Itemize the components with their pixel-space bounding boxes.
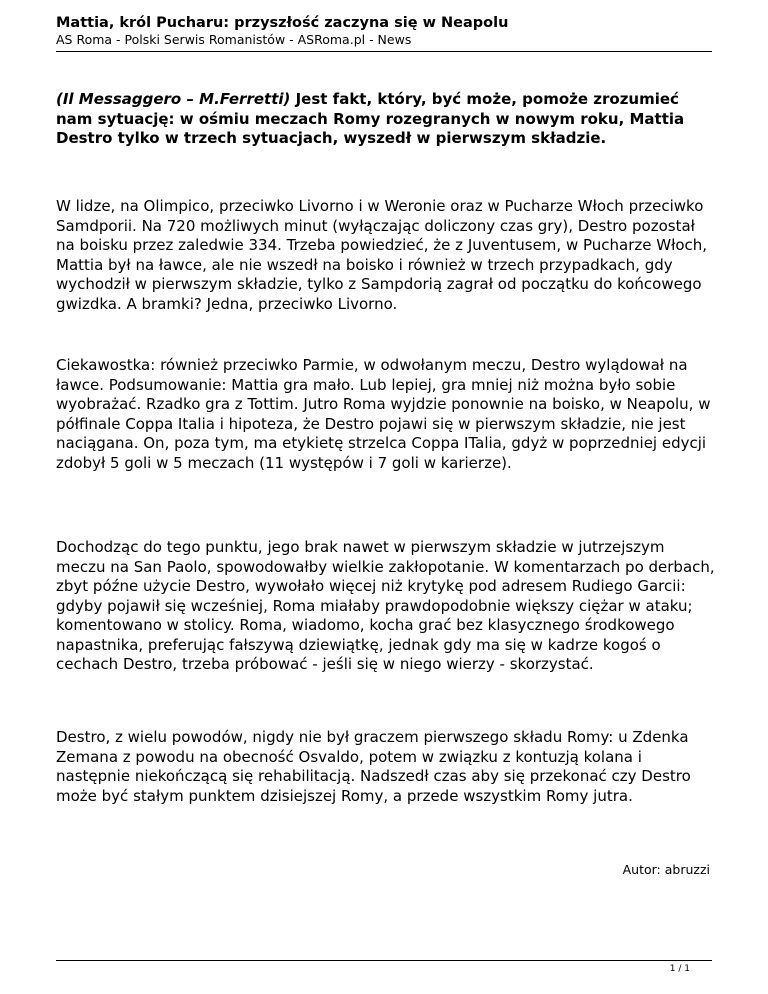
article-author: Autor: abruzzi <box>622 862 710 877</box>
header-divider <box>56 51 712 52</box>
page-header <box>56 14 712 48</box>
article-paragraph-4: Destro, z wielu powodów, nigdy nie był graczem pierwszego składu Romy: u Zdenka Zemana z powodu na obecność Osvaldo, potem w związku z kontuzją kolana i następnie niekończącą się rehabilitacją. Nadszedł czas aby się przekonać czy Destro może być stałym punktem dzisiejszej Romy, a przede wszystkim Romy jutra. <box>56 728 691 805</box>
article-lead <box>56 90 716 149</box>
lead-text: Jest fakt, który, być może, pomoże zrozumieć nam sytuację: w ośmiu meczach Romy rozegranych w nowym roku, Mattia Destro tylko w trzech sytuacjach, wyszedł w pierwszym składzie. <box>56 90 685 147</box>
article-paragraph-1: W lidze, na Olimpico, przeciwko Livorno i w Weronie oraz w Pucharze Włoch przeciwko Samdporii. Na 720 możliwych minut (wyłączając doliczony czas gry), Destro pozostał na boisku przez zaledwie 334. Trzeba powiedzieć, że z Juventusem, w Pucharze Włoch, Mattia był na ławce, ale nie wszedł na boisko i również w trzech przypadkach, gdy wychodził w pierwszym składzie, tylko z Sampdorią zagrał od początku do końcowego gwizdka. A bramki? Jedna, przeciwko Livorno. <box>56 197 708 313</box>
footer-divider <box>56 960 712 961</box>
page-number: 1 / 1 <box>669 964 690 974</box>
lead-source: (Il Messaggero – M.Ferretti) <box>56 90 291 108</box>
article-paragraph-3: Dochodząc do tego punktu, jego brak nawet w pierwszym składzie w jutrzejszym meczu na San Paolo, spowodowałby wielkie zakłopotanie. W komentarzach po derbach, zbyt późne użycie Destro, wywołało więcej niż krytykę pod adresem Rudiego Garcii: gdyby pojawił się wcześniej, Roma miałaby prawdopodobnie większy ciężar w ataku; komentowano w stolicy. Roma, wiadomo, kocha grać bez klasycznego środkowego napastnika, preferując fałszywą dziewiątkę, jednak gdy ma się w kadrze kogoś o cechach Destro, trzeba próbować - jeśli się w niego wierzy - skorzystać. <box>56 538 715 673</box>
site-subtitle: AS Roma - Polski Serwis Romanistów - ASRoma.pl - News <box>56 32 412 47</box>
article-body <box>56 90 716 805</box>
article-paragraph-2: Ciekawostka: również przeciwko Parmie, w odwołanym meczu, Destro wylądował na ławce. Podsumowanie: Mattia gra mało. Lub lepiej, gra mniej niż można było sobie wyobrażać. Rzadko gra z Tottim. Jutro Roma wyjdzie ponownie na boisko, w Neapolu, w półfinale Coppa Italia i hipoteza, że Destro pojawi się w pierwszym składzie, nie jest naciągana. On, poza tym, ma etykietę strzelca Coppa ITalia, gdyż w poprzedniej edycji zdobył 5 goli w 5 meczach (11 występów i 7 goli w karierze). <box>56 356 711 472</box>
page-title: Mattia, król Pucharu: przyszłość zaczyna się w Neapolu <box>56 15 509 31</box>
